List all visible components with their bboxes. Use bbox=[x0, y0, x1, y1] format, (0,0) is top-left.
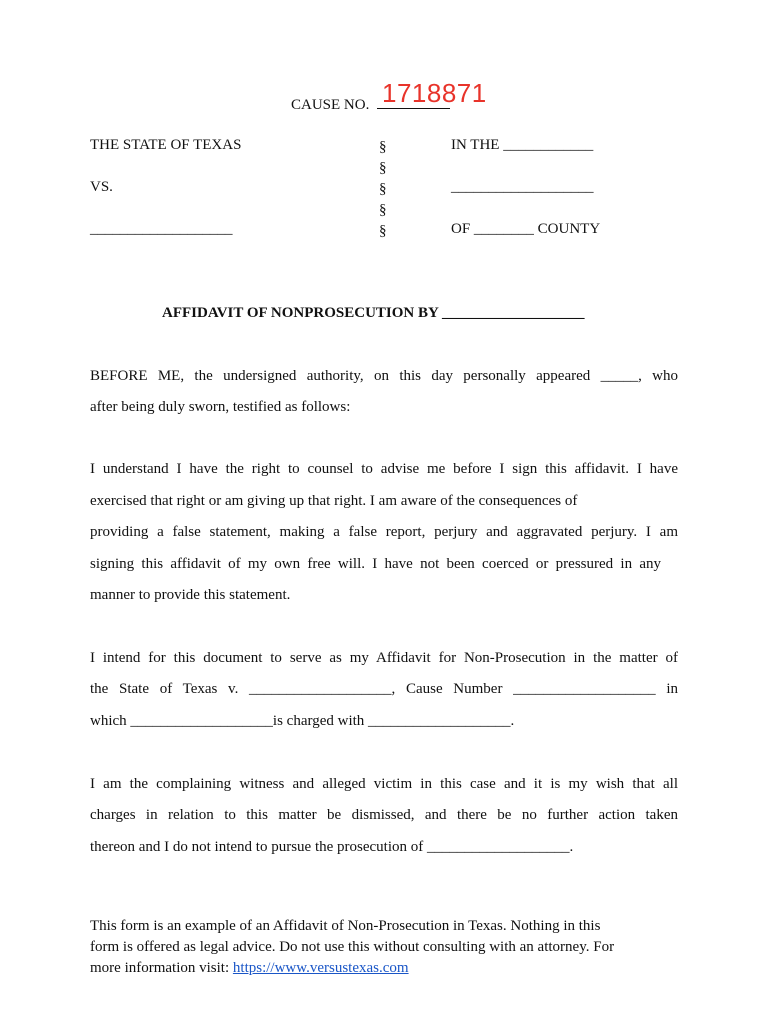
para1-line: manner to provide this statement. bbox=[90, 587, 291, 603]
intro-line: after being duly sworn, testified as follows: bbox=[90, 399, 351, 415]
para3-line: charges in relation to this matter be dismissed, and there be no further action taken bbox=[90, 807, 678, 823]
caption-defendant-blank: ___________________ bbox=[90, 221, 233, 237]
cause-number-value: 1718871 bbox=[382, 78, 487, 108]
cause-label-text: CAUSE NO. bbox=[291, 97, 374, 113]
para2-line: the State of Texas v. ___________________, Cause Number ___________________ in bbox=[90, 681, 678, 697]
caption-county: OF ________ COUNTY bbox=[451, 221, 601, 237]
caption-court-blank: ___________________ bbox=[451, 179, 594, 195]
section-symbol: § bbox=[379, 181, 387, 197]
caption-state: THE STATE OF TEXAS bbox=[90, 137, 242, 153]
para2-line: I intend for this document to serve as my Affidavit for Non-Prosecution in the matter of bbox=[90, 650, 678, 666]
para3-line: I am the complaining witness and alleged victim in this case and it is my wish that all bbox=[90, 776, 678, 792]
para1-line: signing this affidavit of my own free will. I have not been coerced or pressured in any bbox=[90, 556, 661, 572]
footer-line-last bbox=[90, 960, 409, 977]
versustexas-link[interactable]: https://www.versustexas.com bbox=[232, 960, 409, 976]
section-symbol: § bbox=[379, 139, 387, 155]
section-symbols bbox=[379, 137, 387, 242]
para1-line: I understand I have the right to counsel to advise me before I sign this affidavit. I have bbox=[90, 461, 678, 477]
intro-line: BEFORE ME, the undersigned authority, on this day personally appeared _____, who bbox=[90, 368, 678, 384]
footer-line: form is offered as legal advice. Do not use this without consulting with an attorney. For bbox=[90, 939, 615, 955]
footer-line: This form is an example of an Affidavit of Non-Prosecution in Texas. Nothing in this bbox=[90, 918, 601, 934]
para1-line: exercised that right or am giving up that right. I am aware of the consequences of bbox=[90, 493, 578, 509]
caption-vs: VS. bbox=[90, 179, 113, 195]
para1-line: providing a false statement, making a false report, perjury and aggravated perjury. I am bbox=[90, 524, 678, 540]
para2-line: which ___________________is charged with ___________________. bbox=[90, 713, 515, 729]
section-symbol: § bbox=[379, 223, 387, 239]
section-symbol: § bbox=[379, 160, 387, 176]
document-title: AFFIDAVIT OF NONPROSECUTION BY ___________________ bbox=[162, 305, 585, 321]
para3-line: thereon and I do not intend to pursue the prosecution of ___________________. bbox=[90, 839, 574, 855]
caption-court: IN THE ____________ bbox=[451, 137, 594, 153]
footer-line-text: more information visit: bbox=[90, 960, 233, 976]
section-symbol: § bbox=[379, 202, 387, 218]
